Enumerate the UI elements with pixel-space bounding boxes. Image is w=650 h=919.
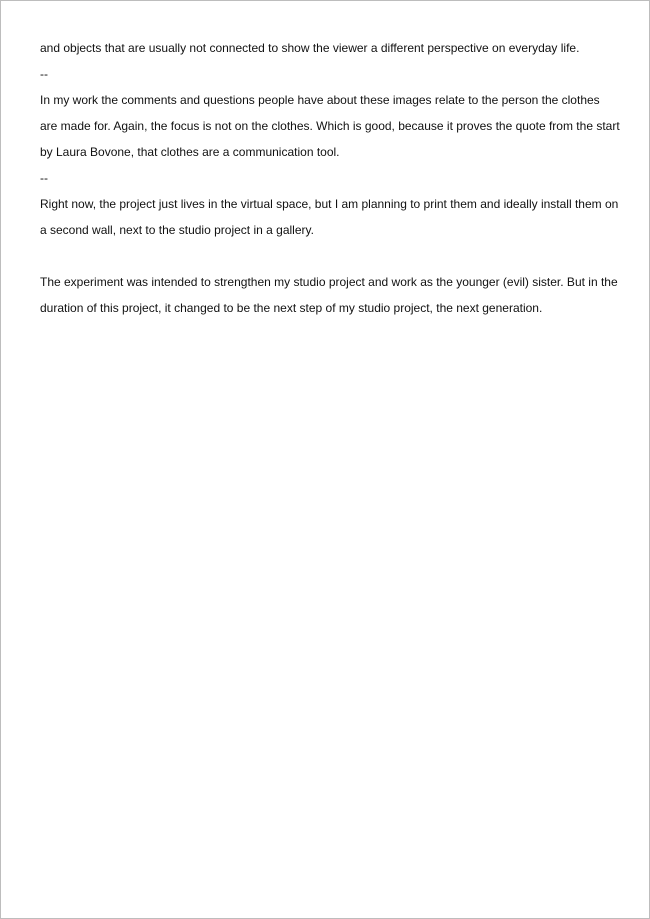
separator-1: --	[40, 67, 48, 81]
document-body	[40, 35, 620, 321]
paragraph-comments: In my work the comments and questions people have about these images relate to the person the clothes are made for. Again, the focus is not on the clothes. Which is good, because it proves the quote from the start by Laura Bovone, that clothes are a communication tool.	[40, 93, 620, 159]
paragraph-experiment: The experiment was intended to strengthen my studio project and work as the younger (evil) sister. But in the duration of this project, it changed to be the next step of my studio project, the next generation.	[40, 275, 618, 315]
paragraph-virtual-space: Right now, the project just lives in the virtual space, but I am planning to print them and ideally install them on a second wall, next to the studio project in a gallery.	[40, 197, 619, 237]
paragraph-perspective: and objects that are usually not connected to show the viewer a different perspective on everyday life.	[40, 41, 580, 55]
separator-2: --	[40, 171, 48, 185]
paragraph-gap	[40, 243, 620, 269]
